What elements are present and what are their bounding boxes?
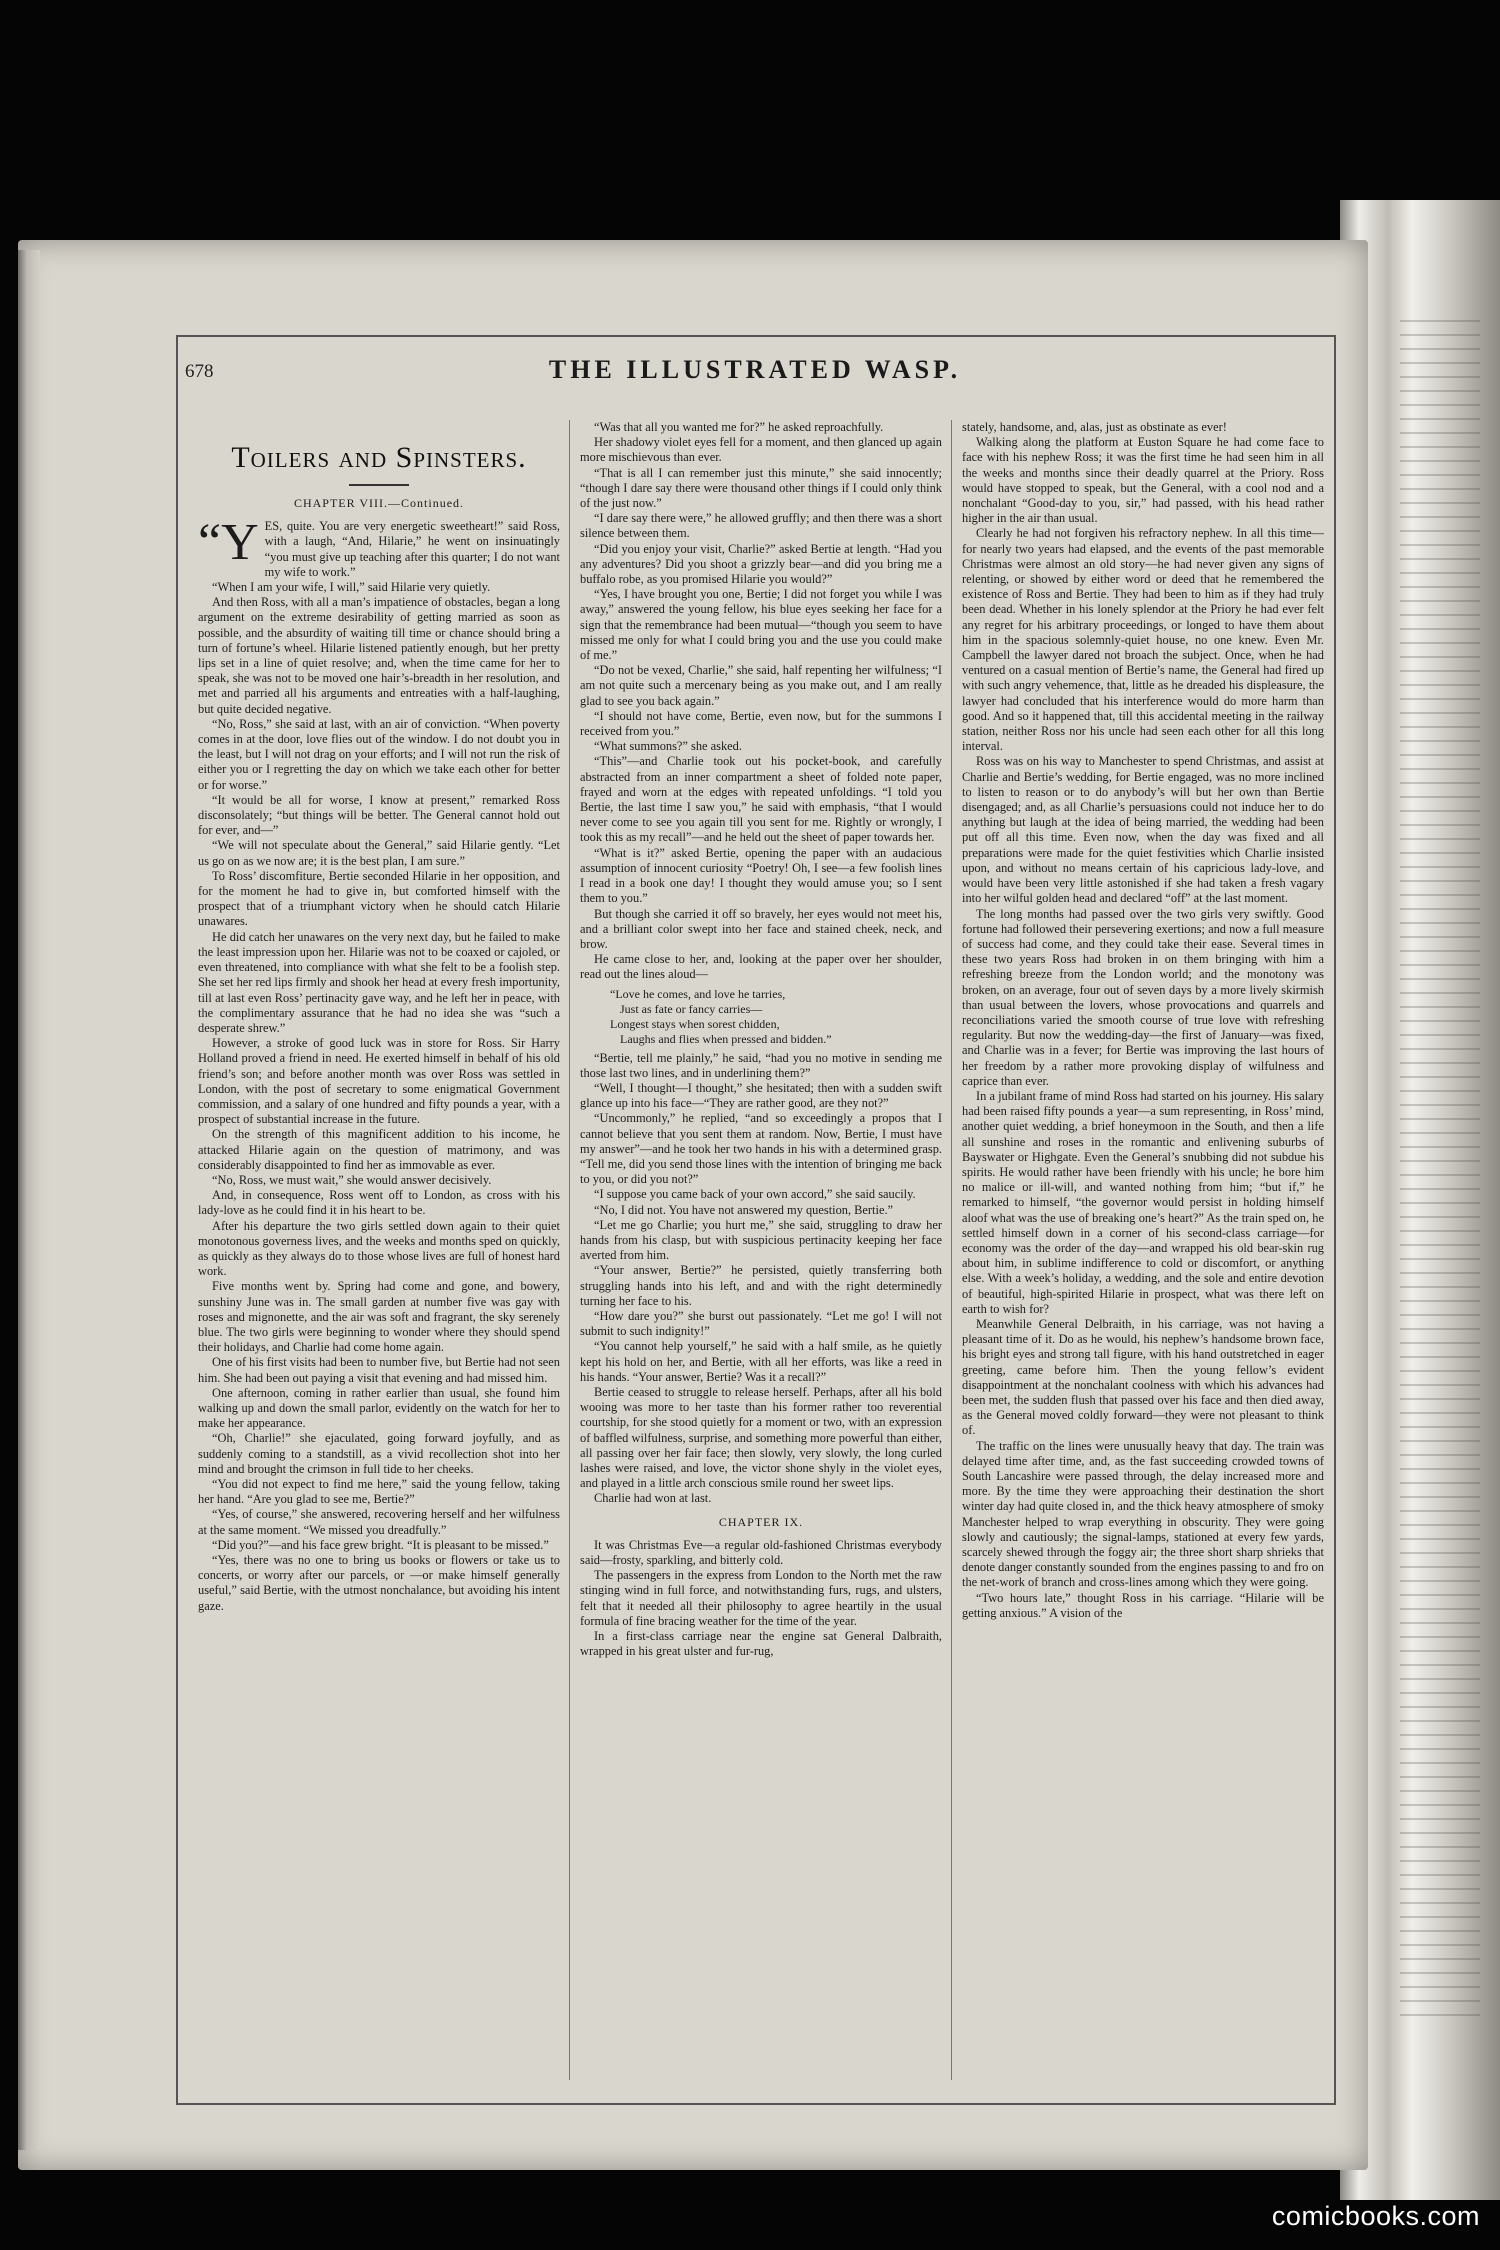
text-columns (198, 420, 1326, 2090)
paragraph: “Was that all you wanted me for?” he asked reproachfully. (594, 420, 884, 434)
verse-line: Longest stays when sorest chidden, (610, 1016, 780, 1031)
paragraph: Bertie ceased to struggle to release herself. Perhaps, after all his bold wooing was more to her taste than his former rather too reverential courtship, for she stood quietly for a moment or two, with an expression of baffled wilfulness, surprise, and something more powerful than either, all passing over her fair face; then slowly, very slowly, the long curled lashes were raised, and love, the victor shone shyly in the violet eyes, and played in a little arch conscious smile round her sweet lips. (580, 1384, 942, 1491)
paragraph: “I suppose you came back of your own accord,” she said saucily. (594, 1187, 916, 1202)
paragraph: However, a stroke of good luck was in store for Ross. Sir Harry Holland proved a friend in need. He exerted himself in behalf of his old friend’s son; and before another month was over Ross was settled in London, with the post of secretary to some enigmatical Government commission, and a salary of one hundred and fifty pounds a year, with a prospect of substantial increase in the future. (198, 1036, 560, 1127)
paragraph: “Yes, I have brought you one, Bertie; I did not forget you while I was away,” answered the young fellow, his blue eyes seeking her face for a sign that the remembrance had been mutual—“though you seem to have missed me only for what I could bring you and the use you could make of me.” (580, 587, 942, 663)
paragraph: “No, Ross,” she said at last, with an air of conviction. “When poverty comes in at the door, love flies out of the window. I do not doubt you in the least, but I will not drag on your efforts; and I will not run the risk of either you or I regretting the day on which we take each other for better or for worse.” (198, 716, 560, 792)
paragraph: Clearly he had not forgiven his refractory nephew. In all this time—for nearly two years had elapsed, and the events of the past memorable Christmas were almost an old story—he had never given any signs of relenting, or showed by either word or deed that he remembered the existence of Ross and Bertie. They had been to him as if they had truly been dead. Whether in his lonely splendor at the Priory he had ever felt any regret for his arbitrary proceedings, or longed to have them about him in the spacious solemnly-quiet house, no one knew. Even Mr. Campbell the lawyer dared not broach the subject. Once, when he had ventured on a casual mention of Bertie’s name, the General had fired up with such angry vehemence, that, little as he dreaded his displeasure, the lawyer had concluded that his interference would do more harm than good. And so it happened that, till this accidental meeting in the railway station, neither Ross nor his uncle had seen each other for all this long interval. (962, 526, 1324, 754)
paragraph: “We will not speculate about the General,” said Hilarie gently. “Let us go on as we now are; it is the best plan, I am sure.” (198, 838, 560, 868)
paragraph: Five months went by. Spring had come and gone, and bowery, sunshiny June was in. The small garden at number five was gay with roses and mignonette, and the air was soft and fragrant, the sky serenely blue. The two girls were beginning to wonder where they should spend their holidays, and Charlie had come home again. (198, 1279, 560, 1355)
paragraph: “What summons?” she asked. (594, 739, 742, 754)
chapter-heading: CHAPTER VIII.—Continued. (293, 496, 465, 510)
paragraph: “This”—and Charlie took out his pocket-book, and carefully abstracted from an inner compartment a sheet of folded note paper, frayed and worn at the edges with repeated unfoldings. “I told you Bertie, the last time I saw you,” he said with emphasis, “that I would never come to see you again till you sent for me. Rightly or wrongly, I took this as my recall”—and he held out the sheet of paper towards her. (580, 754, 942, 845)
paragraph: “How dare you?” she burst out passionately. “Let me go! I will not submit to such indignity!” (580, 1308, 942, 1339)
paragraph: One of his first visits had been to number five, but Bertie had not seen him. She had been out paying a visit that evening and had missed him. (198, 1355, 560, 1385)
column-1 (198, 420, 560, 2090)
bleed-through-text (1400, 320, 1480, 2020)
drop-cap: “Y (198, 514, 259, 572)
paragraph: “You did not expect to find me here,” said the young fellow, taking her hand. “Are you glad to see me, Bertie?” (198, 1477, 560, 1507)
verse-line: Just as fate or fancy carries— (620, 1001, 763, 1016)
paragraph: “What is it?” asked Bertie, opening the paper with an audacious assumption of innocent curiosity “Poetry! Oh, I see—a few foolish lines I read in a book one day! I thought they would amuse you; so I sent them to you.” (580, 845, 942, 906)
paragraph: “Do not be vexed, Charlie,” she said, half repenting her wilfulness; “I am not quite such a mercenary being as you make out, and I am really glad to see you back again.” (580, 663, 942, 708)
paragraph: “I should not have come, Bertie, even now, but for the summons I received from you.” (580, 708, 942, 739)
paragraph: “Bertie, tell me plainly,” he said, “had you no motive in sending me those last two lines, and in underlining them?” (580, 1050, 942, 1080)
page-number: 678 (185, 361, 214, 382)
running-title: THE ILLUSTRATED WASP. (548, 355, 962, 384)
column-2 (580, 420, 942, 2090)
paragraph: Ross was on his way to Manchester to spend Christmas, and assist at Charlie and Bertie’s wedding, for Bertie engaged, was no more inclined to listen to reason or to do anybody’s will but her own than Bertie disengaged; and, as all Charlie’s persuasions could not induce her to do anything but laugh at the idea of being married, the wedding had been put off all this time. Even now, when the day was fixed and all preparations were made for the quiet festivities which Charlie insisted upon, and without no means certain of his capricious lady-love, and would have been very little astonished if she had taken a fresh vagary into her wilful golden head and declared “off” at the last moment. (962, 754, 1324, 906)
paragraph: After his departure the two girls settled down again to their quiet monotonous governess lives, and the weeks and months sped on quickly, as quickly as they always do to those whose lives are full of honest hard work. (198, 1218, 560, 1279)
verse-line: Laughs and flies when pressed and bidden.” (620, 1031, 832, 1046)
paragraph: “Well, I thought—I thought,” she hesitated; then with a sudden swift glance up into his face—“They are rather good, are they not?” (580, 1080, 942, 1111)
paragraph: But though she carried it off so bravely, her eyes would not meet his, and a brilliant color swept into her face and stained cheek, neck, and brow. (580, 906, 942, 951)
paragraph: “Did you?”—and his face grew bright. “It is pleasant to be missed.” (212, 1537, 549, 1552)
paragraph: “You cannot help yourself,” he said with a half smile, as he quietly kept his hold on her, and Bertie, with all her efforts, was like a reed in his hands. “Your answer, Bertie? Was it a recall?” (580, 1339, 942, 1384)
paragraph: “Did you enjoy your visit, Charlie?” asked Bertie at length. “Had you any adventures? Did you shoot a grizzly bear—and did you bring me a buffalo robe, as you promised Hilarie you would?” (580, 541, 942, 587)
paragraph: ES, quite. You are very energetic sweetheart!” said Ross, with a laugh, “And, Hilarie,” he went on insinuatingly “you must give up teaching after this quarter; I do not want my wife to work.” (264, 519, 560, 579)
paragraph: “Your answer, Bertie?” he persisted, quietly transferring both struggling hands into his left, and and with the right determinedly turning her face to his. (580, 1263, 942, 1308)
paragraph: “No, I did not. You have not answered my question, Bertie.” (594, 1202, 894, 1217)
column-2-body-a (580, 420, 942, 983)
paragraph: And, in consequence, Ross went off to London, as cross with his lady-love as he could find it in his heart to be. (198, 1188, 560, 1218)
paragraph: Her shadowy violet eyes fell for a moment, and then glanced up again more mischievous than ever. (580, 435, 942, 465)
column-2-body-c (580, 1538, 942, 1660)
paragraph: He did catch her unawares on the very next day, but he failed to make the least impression upon her. Hilarie was not to be coaxed or cajoled, or even threatened, into compliance with what she felt to be a foolish step. She set her red lips firmly and shook her head at every fresh importunity, till at last even Ross’ pertinacity gave way, and he left her in peace, with the complimentary assurance that he had no idea she was “such a desperate shrew.” (198, 929, 560, 1035)
paragraph: “Yes, there was no one to bring us books or flowers or take us to concerts, or worry after our parcels, or —or make himself generally useful,” said Bertie, with the utmost nonchalance, but avoiding his intent gaze. (198, 1553, 560, 1613)
paragraph: “When I am your wife, I will,” said Hilarie very quietly. (212, 580, 491, 595)
paragraph: On the strength of this magnificent addition to his income, he attacked Hilarie again on the question of matrimony, and was considerably disappointed to find her as immovable as ever. (198, 1127, 560, 1172)
paragraph: Meanwhile General Delbraith, in his carriage, was not having a pleasant time of it. Do as he would, his nephew’s handsome brown face, his bright eyes and strong tall figure, with his hand outstretched in eager greeting, came before him. Then the young fellow’s evident disappointment at the nonchalant coolness with which his advances had been met, the sudden flush that passed over his face and then died away, as the General moved coldly forward—they were not pleasant to think of. (962, 1316, 1324, 1438)
column-2-body-b (580, 1051, 942, 1507)
paragraph: “No, Ross, we must wait,” she would answer decisively. (212, 1172, 492, 1187)
page-header (185, 355, 1325, 395)
paragraph: “Two hours late,” thought Ross in his carriage. “Hilarie will be getting anxious.” A vision of the (962, 1590, 1324, 1620)
paragraph: “I dare say there were,” he allowed gruffly; and then there was a short silence between them. (580, 511, 942, 541)
paragraph: And then Ross, with all a man’s impatience of obstacles, began a long argument on the extreme desirability of getting married as soon as possible, and the absurdity of waiting till time or chance should bring a turn of fortune’s wheel. Hilarie listened patiently enough, but her pretty lips set in a line of quiet resolve; and, when the time came for her to speak, she was not to be moved one hair’s-breadth in her resolution, and met and parried all his arguments and entreaties with a half-laughing, but quite decided negative. (198, 595, 560, 716)
title-rule (349, 484, 409, 486)
paragraph: In a first-class carriage near the engine sat General Dalbraith, wrapped in his great ulster and fur-rug, (580, 1629, 942, 1659)
paragraph: “Let me go Charlie; you hurt me,” she said, struggling to draw her hands from his clasp, but with suspicious pertinacity keeping her face averted from him. (580, 1217, 942, 1263)
chapter-heading: CHAPTER IX. (718, 1514, 804, 1529)
paragraph: The long months had passed over the two girls very swiftly. Good fortune had followed their persevering exertions; and now a full measure of success had come, and they could take their ease. Several times in these two years Ross had broken in on them bringing with him a refreshing breeze from the London world; and the monotony was broken, on an average, four out of seven days by a more lively skirmish than usual between the lovers, whose provocations and quarrels and reconciliations varied the smooth course of true love with refreshing regularity. But now the wedding-day—the first of January—was fixed, and Charlie was in a fever; for Bertie was improving the last hours of her freedom by a rather more provoking display of wilfulness and caprice than ever. (962, 906, 1324, 1088)
paragraph: To Ross’ discomfiture, Bertie seconded Hilarie in her opposition, and for the moment he had to give in, but comforted himself with the prospect that of a triumphant victory when he should catch Hilarie unawares. (198, 868, 560, 929)
paragraph: Walking along the platform at Euston Square he had come face to face with his nephew Ross; it was the first time he had seen him in all the weeks and months since their deadly quarrel at the Priory. Ross would have stopped to speak, but the General, with a cool nod and a nonchalant “Good-day to you, sir,” had passed, with his head rather higher in the air than usual. (962, 435, 1324, 526)
paragraph: Charlie had won at last. (594, 1491, 712, 1506)
watermark: comicbooks.com (1271, 2201, 1480, 2231)
paragraph: One afternoon, coming in rather earlier than usual, she found him walking up and down the small parlor, evidently on the watch for her to make her appearance. (198, 1385, 560, 1431)
paragraph: “That is all I can remember just this minute,” she said innocently; “though I dare say there were thousand other things if I could only think of the just now.” (580, 465, 942, 511)
left-page-edge (18, 250, 40, 2150)
paragraph: The traffic on the lines were unusually heavy that day. The train was delayed time after time, and, as the fast succeeding crowded towns of South Lancashire were passed through, the delay increased more and more. By the time they were approaching their destination the short winter day had quite closed in, and the thick heavy atmosphere of smoky Manchester helped to wrap everything in obscurity. They were going slowly and cautiously; the signal-lamps, stationed at every few yards, scarcely shewed through the foggy air; the three short sharp shrieks that denote danger constantly sounded from the engines passing to and fro on the net-work of branch and cross-lines among which they were going. (962, 1438, 1324, 1590)
paragraph: In a jubilant frame of mind Ross had started on his journey. His salary had been raised fifty pounds a year—a sum representing, in Ross’ mind, another quiet wedding, a brief honeymoon in the South, and then a life all sunshine and roses in the romantic and enlivening suburbs of Bayswater or Highgate. Even the General’s snubbing did not subdue his spirits. He would rather have been friendly with his uncle; he bore him no malice or ill-will, and wanted nothing from him; “but if,” he remarked to himself, “the governor would persist in holding himself aloof what was the use of breaking one’s heart?” As the train sped on, he settled himself down in a corner of his second-class carriage—for economy was the order of the day—and wrapped his old bear-skin rug about him, in sublime indifference to cold or discomfort, or anything else. With a week’s holiday, a wedding, and the sole and entire devotion of beautiful, high-spirited Hilarie in prospect, what was there left on earth to wish for? (962, 1088, 1324, 1316)
column-3 (962, 420, 1324, 2090)
paragraph: The passengers in the express from London to the North met the raw stinging wind in full force, and notwithstanding furs, rugs, and ulsters, felt that it needed all their philosophy to agree heartily in the usual formula of fine bracing weather for the time of the year. (580, 1568, 942, 1628)
paragraph: “It would be all for worse, I know at present,” remarked Ross disconsolately; “but things will be better. The General cannot hold out for ever, and—” (198, 792, 560, 838)
verse (610, 987, 942, 1047)
paragraph: “Yes, of course,” she answered, recovering herself and her wilfulness at the same moment. “We missed you dreadfully.” (198, 1507, 560, 1537)
column-3-body (962, 420, 1324, 1621)
paragraph: “Uncommonly,” he replied, “and so exceedingly a propos that I cannot believe that you sent them at random. Now, Bertie, I must have my answer”—and he took her two hands in his with a determined grasp. “Tell me, did you send those lines with the intention of bringing me back to you, or did you not?” (580, 1111, 942, 1187)
paragraph: It was Christmas Eve—a regular old-fashioned Christmas everybody said—frosty, sparkling, and bitterly cold. (580, 1537, 942, 1568)
paragraph: He came close to her, and, looking at the paper over her shoulder, read out the lines aloud— (580, 952, 942, 982)
paragraph: stately, handsome, and, alas, just as obstinate as ever! (962, 420, 1227, 434)
column-1-body (198, 514, 560, 1614)
verse-line: “Love he comes, and love he tarries, (610, 986, 786, 1001)
paragraph: “Oh, Charlie!” she ejaculated, going forward joyfully, and as suddenly coming to a standstill, as a vivid recollection shot into her mind and brought the crimson in full tide to her cheeks. (198, 1431, 560, 1476)
story-title: Toilers and Spinsters. (231, 441, 527, 474)
